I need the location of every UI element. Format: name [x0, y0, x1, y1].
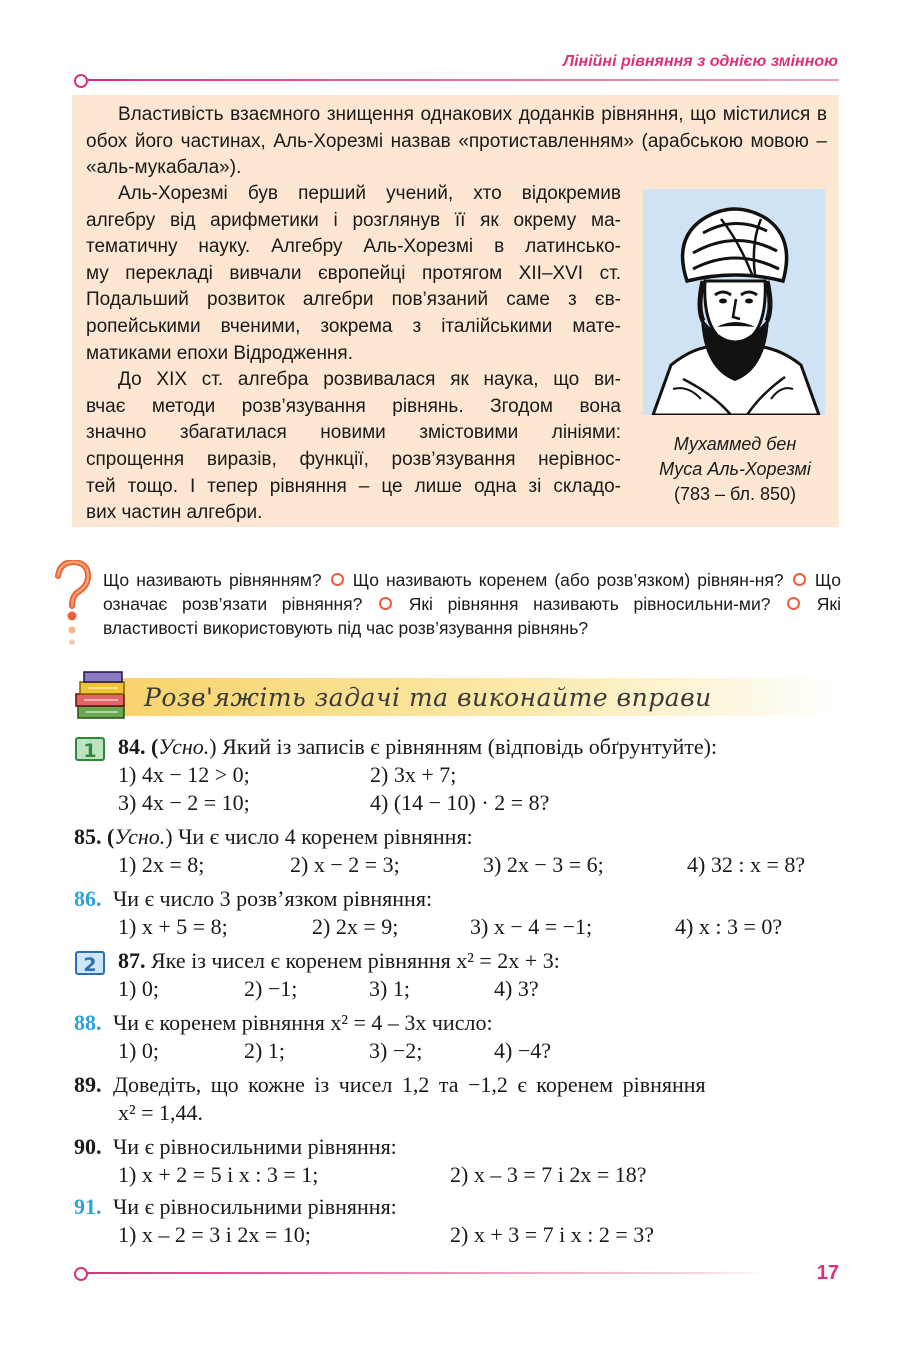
exercise-88-option-3: 3) −2;: [369, 1038, 423, 1063]
banner-title: Розв'яжіть задачі та виконайте вправи: [144, 683, 712, 712]
exercise-90-option-1: 1) x + 2 = 5 і x : 3 = 1;: [118, 1162, 319, 1187]
question-mark-icon: [52, 560, 92, 650]
exercise-90-option-2: 2) x – 3 = 7 і 2x = 18?: [450, 1162, 647, 1187]
review-questions: Що називають рівнянням? Що називають коренем (або розв’язком) рівнян-ня? Що означає розв’язати рівняння? Які рівняння називають рівносильни-ми? Які властивості використовують під час розв’язування рівнянь?: [103, 570, 841, 638]
exercise-88: 88. Чи є коренем рівняння x² = 4 – 3x число:: [74, 1010, 493, 1035]
books-icon: [74, 670, 130, 722]
exercise-84-option-2: 2) 3x + 7;: [370, 762, 457, 787]
exercise-84-option-1: 1) 4x − 12 > 0;: [118, 762, 250, 787]
exercise-89-line-2: x² = 1,44.: [118, 1100, 204, 1125]
page-number: 17: [816, 1262, 839, 1284]
level-1-badge: 1: [75, 737, 105, 761]
al-khwarizmi-portrait: [643, 189, 825, 415]
bullet-icon: [787, 597, 800, 610]
exercise-85-option-1: 1) 2x = 8;: [118, 852, 205, 877]
exercise-87-option-3: 3) 1;: [369, 976, 410, 1001]
footer-rule-dot: [74, 1267, 88, 1281]
bullet-icon: [379, 597, 392, 610]
exercise-87-option-4: 4) 3?: [494, 976, 539, 1001]
exercise-86-option-1: 1) x + 5 = 8;: [118, 914, 228, 939]
exercise-88-option-4: 4) −4?: [494, 1038, 551, 1063]
footer-rule: [86, 1272, 766, 1274]
exercise-86-option-4: 4) x : 3 = 0?: [675, 914, 783, 939]
bullet-icon: [793, 573, 806, 586]
bullet-icon: [331, 573, 344, 586]
exercise-87-option-1: 1) 0;: [118, 976, 159, 1001]
exercise-84: 84. (Усно.) Який із записів є рівнянням (відповідь обґрунтуйте):: [118, 734, 718, 759]
history-paragraph-1: Властивість взаємного знищення однакових доданків рівняння, що містилися в обох його частинах, Аль-Хорезмі назвав «протиставленням» (арабською мовою – «аль-мукабала»).: [86, 104, 827, 179]
level-2-badge: 2: [75, 951, 105, 975]
exercise-84-option-4: 4) (14 − 10) · 2 = 8?: [370, 790, 550, 815]
running-header: Лінійні рівняння з однією змінною: [563, 53, 838, 70]
exercise-91-option-1: 1) x – 2 = 3 і 2x = 10;: [118, 1222, 311, 1247]
exercise-91-option-2: 2) x + 3 = 7 і x : 2 = 3?: [450, 1222, 655, 1247]
exercise-85-option-2: 2) x − 2 = 3;: [290, 852, 400, 877]
exercise-87: 87. Яке із чисел є коренем рівняння x² = 2x + 3:: [118, 948, 560, 973]
exercise-85: 85. (Усно.) Чи є число 4 коренем рівняння:: [74, 824, 473, 849]
header-rule-dot: [74, 74, 88, 88]
exercise-86: 86. Чи є число 3 розв’язком рівняння:: [74, 886, 433, 911]
exercise-89: 89. Доведіть, що кожне із чисел 1,2 та −1,2 є коренем рівняння: [74, 1072, 706, 1097]
exercise-91: 91. Чи є рівносильними рівняння:: [74, 1194, 397, 1219]
exercise-88-option-2: 2) 1;: [244, 1038, 285, 1063]
exercise-86-option-3: 3) x − 4 = −1;: [470, 914, 593, 939]
exercise-85-option-4: 4) 32 : x = 8?: [687, 852, 806, 877]
exercise-88-option-1: 1) 0;: [118, 1038, 159, 1063]
header-rule: [86, 79, 839, 81]
exercise-86-option-2: 2) 2x = 9;: [312, 914, 399, 939]
exercise-84-option-3: 3) 4x − 2 = 10;: [118, 790, 250, 815]
exercise-85-option-3: 3) 2x − 3 = 6;: [483, 852, 604, 877]
exercise-90: 90. Чи є рівносильними рівняння:: [74, 1134, 397, 1159]
portrait-caption: Мухаммед бен Муса Аль-Хорезмі (783 – бл. 850): [659, 434, 811, 504]
exercise-87-option-2: 2) −1;: [244, 976, 298, 1001]
